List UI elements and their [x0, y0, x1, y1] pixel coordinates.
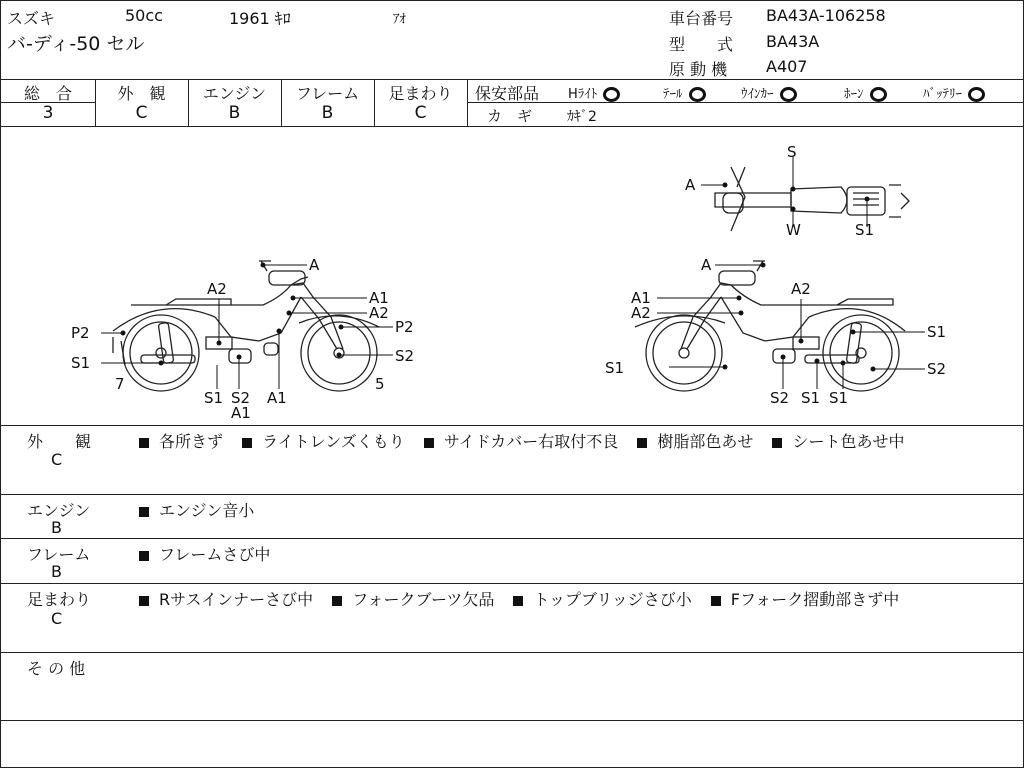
square-bullet-icon	[332, 596, 342, 606]
square-bullet-icon	[424, 438, 434, 448]
remark-category: エンジン	[27, 501, 91, 520]
square-bullet-icon	[513, 596, 523, 606]
ok-circle-icon	[780, 87, 797, 102]
grade-header-exterior: 外 観	[117, 84, 166, 103]
label-left-s1-bottom: S1	[204, 389, 224, 407]
square-bullet-icon	[637, 438, 647, 448]
model-name: バ-ディ-50 セル	[7, 33, 145, 55]
label-right-s1-left: S1	[605, 359, 625, 377]
grade-frame: B	[321, 103, 334, 123]
square-bullet-icon	[139, 596, 149, 606]
ok-circle-icon	[968, 87, 985, 102]
label-left-p2-right: P2	[395, 318, 414, 336]
grade-engine: B	[228, 103, 241, 123]
label-left-a2: A2	[207, 280, 227, 298]
safety-winker: ｳｲﾝｶｰ	[741, 83, 797, 102]
label-right-s1-b2: S1	[829, 389, 849, 407]
label-right-a1: A1	[631, 289, 651, 307]
label-left-5: 5	[375, 375, 385, 393]
ok-circle-icon	[870, 87, 887, 102]
label-right-a: A	[701, 256, 712, 274]
chassis-value: BA43A-106258	[766, 6, 886, 25]
label-left-p2: P2	[71, 324, 90, 342]
model-year: 1961 ｷﾛ	[229, 9, 291, 28]
safety-label: 保安部品	[475, 84, 540, 103]
label-left-7: 7	[115, 375, 125, 393]
label-top-w: W	[786, 221, 801, 239]
ok-circle-icon	[689, 87, 706, 102]
grade-suspension: C	[414, 103, 427, 123]
remark-category: フレーム	[27, 545, 91, 564]
label-left-a1-bottom: A1	[267, 389, 287, 407]
remark-grade: C	[51, 450, 63, 469]
body-color: ｱｵ	[393, 12, 406, 27]
label-left-s1: S1	[71, 354, 91, 372]
label-left-s2-bottom: S2	[231, 389, 251, 407]
square-bullet-icon	[772, 438, 782, 448]
top-view-drawing	[715, 167, 909, 231]
remark-items: エンジン音小	[139, 498, 254, 521]
safety-battery: ﾊﾞｯﾃﾘｰ	[923, 83, 985, 102]
label-top-s1: S1	[855, 221, 875, 239]
grade-header-overall: 総 合	[23, 84, 72, 103]
label-left-a1-under: A1	[231, 404, 251, 422]
remark-category: 外 観	[27, 432, 92, 451]
ok-circle-icon	[603, 87, 620, 102]
remark-category: そ の 他	[27, 659, 86, 678]
grade-header-engine: エンジン	[202, 84, 267, 103]
label-right-s1: S1	[927, 323, 947, 341]
key-value: ｶｷﾞ2	[567, 109, 597, 125]
key-label: カ ギ	[487, 107, 533, 125]
displacement: 50cc	[125, 6, 163, 25]
remark-items: Rサスインナーさび中 フォークブーツ欠品 トップブリッジさび小 Fフォーク摺動部きず中	[139, 587, 899, 610]
remark-grade: C	[51, 609, 63, 628]
label-left-s2-right: S2	[395, 347, 415, 365]
label-right-s1-b1: S1	[801, 389, 821, 407]
safety-tail: ﾃｰﾙ	[663, 83, 706, 102]
label-left-a1-right: A1	[369, 289, 389, 307]
engine-label: 原 動 機	[669, 60, 728, 79]
remark-category: 足まわり	[27, 590, 92, 609]
label-top-a: A	[685, 176, 696, 194]
safety-headlight: Hﾗｲﾄ	[568, 83, 620, 102]
remark-grade: B	[51, 518, 62, 537]
square-bullet-icon	[139, 507, 149, 517]
grade-exterior: C	[135, 103, 148, 123]
square-bullet-icon	[139, 438, 149, 448]
square-bullet-icon	[139, 551, 149, 561]
remark-items: フレームさび中	[139, 542, 270, 565]
label-right-a2: A2	[631, 304, 651, 322]
remark-items: 各所きず ライトレンズくもり サイドカバー右取付不良 樹脂部色あせ シート色あせ中	[139, 429, 904, 452]
grade-header-frame: フレーム	[295, 84, 360, 103]
label-right-s2-bottom: S2	[770, 389, 790, 407]
right-bike-drawing	[635, 261, 905, 391]
label-right-a2-top: A2	[791, 280, 811, 298]
grade-header-suspension: 足まわり	[388, 84, 453, 103]
motorcycle-diagram	[1, 127, 1023, 425]
maker: スズキ	[7, 9, 56, 28]
remark-grade: B	[51, 562, 62, 581]
type-label: 型 式	[669, 35, 734, 54]
label-top-s: S	[787, 143, 797, 161]
square-bullet-icon	[242, 438, 252, 448]
chassis-label: 車台番号	[669, 9, 734, 28]
type-value: BA43A	[766, 32, 820, 51]
grade-overall: 3	[42, 103, 54, 123]
label-right-s2: S2	[927, 360, 947, 378]
label-left-a2-right: A2	[369, 304, 389, 322]
label-left-a: A	[309, 256, 320, 274]
engine-value: A407	[766, 57, 808, 76]
safety-horn: ﾎｰﾝ	[844, 83, 887, 102]
square-bullet-icon	[711, 596, 721, 606]
divider	[1, 79, 1023, 80]
